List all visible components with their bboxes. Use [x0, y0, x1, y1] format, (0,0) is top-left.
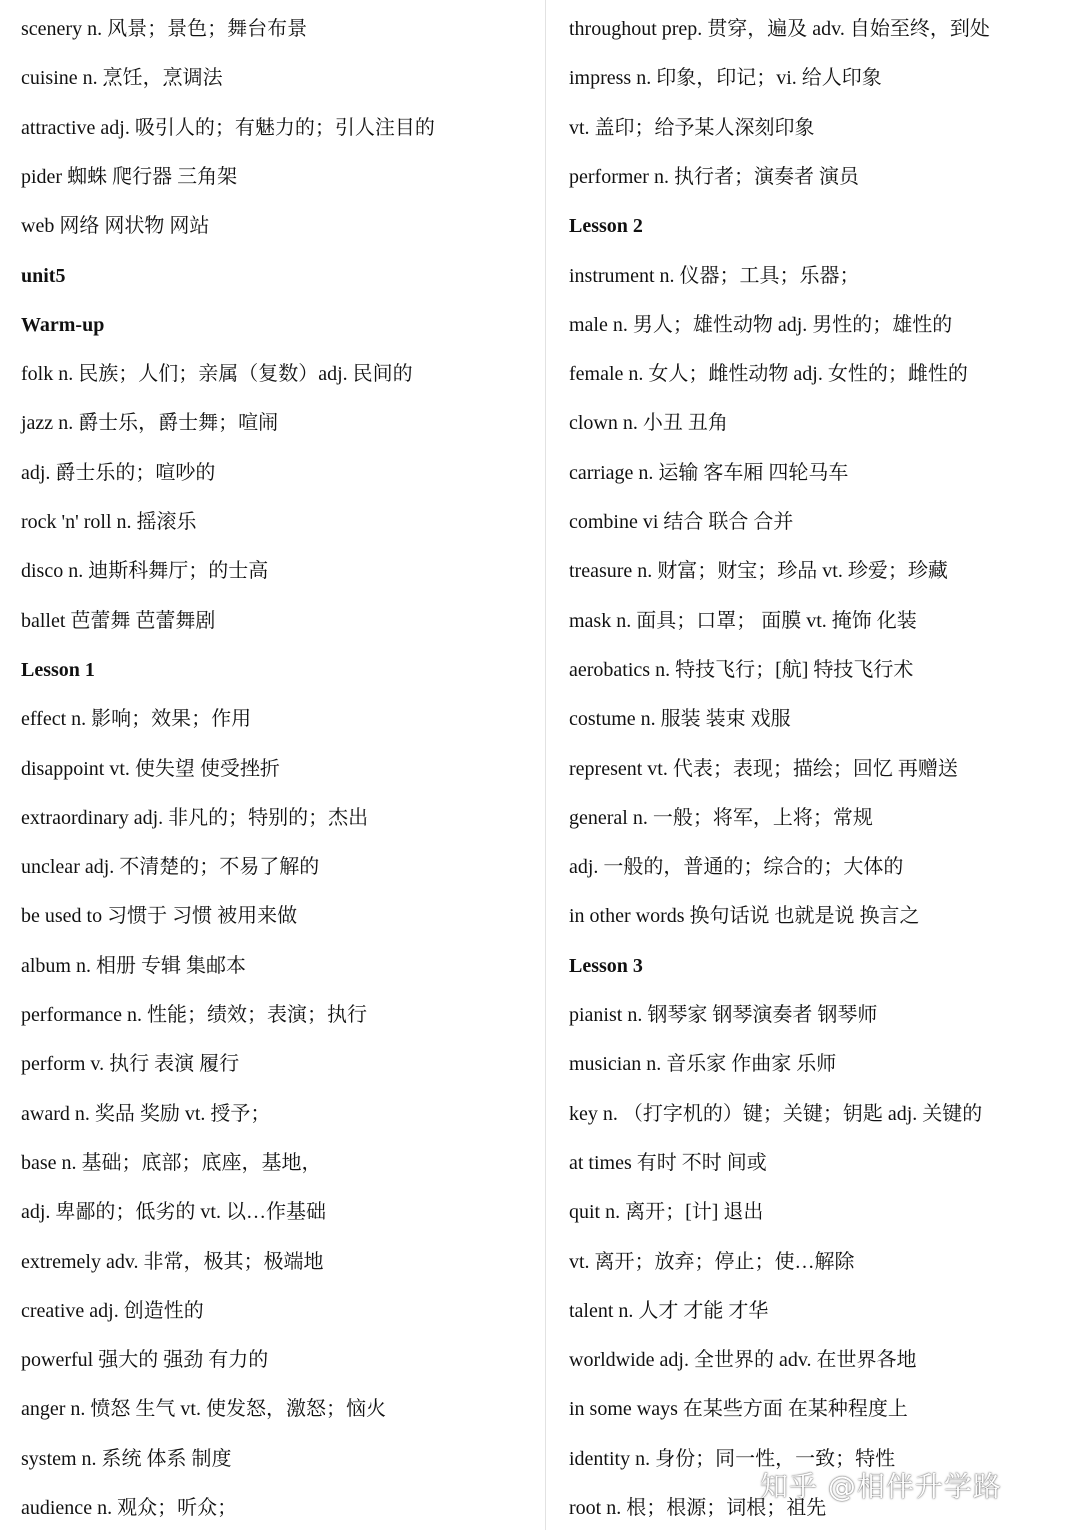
- vocabulary-entry: at times 有时 不时 间或: [569, 1152, 767, 1174]
- vocabulary-entry: clown n. 小丑 丑角: [569, 412, 728, 434]
- vocabulary-entry: pianist n. 钢琴家 钢琴演奏者 钢琴师: [569, 1004, 878, 1026]
- vocabulary-entry: base n. 基础；底部；底座，基地，: [21, 1152, 322, 1174]
- right-vocabulary-column: [569, 0, 1074, 1530]
- vocabulary-entry: be used to 习惯于 习惯 被用来做: [21, 905, 298, 927]
- left-vocabulary-column: [21, 0, 541, 1530]
- vocabulary-entry: in other words 换句话说 也就是说 换言之: [569, 905, 920, 927]
- vocabulary-entry: worldwide adj. 全世界的 adv. 在世界各地: [569, 1349, 917, 1371]
- vocabulary-entry: talent n. 人才 才能 才华: [569, 1300, 769, 1322]
- vocabulary-entry: album n. 相册 专辑 集邮本: [21, 955, 246, 977]
- vocabulary-entry: audience n. 观众；听众；: [21, 1497, 238, 1519]
- vocabulary-entry: attractive adj. 吸引人的；有魅力的；引人注目的: [21, 117, 435, 139]
- vocabulary-entry: throughout prep. 贯穿，遍及 adv. 自始至终，到处: [569, 18, 990, 40]
- section-heading: Lesson 2: [569, 215, 643, 237]
- vocabulary-entry: anger n. 愤怒 生气 vt. 使发怒，激怒；恼火: [21, 1398, 386, 1420]
- vocabulary-entry: web 网络 网状物 网站: [21, 215, 210, 237]
- vocabulary-entry: vt. 离开；放弃；停止；使…解除: [569, 1251, 855, 1273]
- vocabulary-entry: carriage n. 运输 客车厢 四轮马车: [569, 462, 849, 484]
- vocabulary-entry: creative adj. 创造性的: [21, 1300, 204, 1322]
- vocabulary-entry: powerful 强大的 强劲 有力的: [21, 1349, 269, 1371]
- vocabulary-entry: female n. 女人；雌性动物 adj. 女性的；雌性的: [569, 363, 968, 385]
- vocabulary-entry: musician n. 音乐家 作曲家 乐师: [569, 1053, 837, 1075]
- section-heading: Lesson 1: [21, 659, 95, 681]
- vocabulary-entry: performer n. 执行者；演奏者 演员: [569, 166, 859, 188]
- vocabulary-entry: male n. 男人；雄性动物 adj. 男性的；雄性的: [569, 314, 953, 336]
- vocabulary-entry: effect n. 影响；效果；作用: [21, 708, 252, 730]
- section-heading: Warm-up: [21, 314, 105, 336]
- vocabulary-entry: unclear adj. 不清楚的；不易了解的: [21, 856, 320, 878]
- column-divider: [545, 0, 546, 1530]
- vocabulary-entry: adj. 一般的，普通的；综合的；大体的: [569, 856, 904, 878]
- vocabulary-entry: combine vi 结合 联合 合并: [569, 511, 794, 533]
- vocabulary-entry: perform v. 执行 表演 履行: [21, 1053, 240, 1075]
- vocabulary-entry: vt. 盖印；给予某人深刻印象: [569, 117, 815, 139]
- vocabulary-entry: mask n. 面具；口罩； 面膜 vt. 掩饰 化装: [569, 610, 917, 632]
- vocabulary-entry: jazz n. 爵士乐，爵士舞；喧闹: [21, 412, 279, 434]
- vocabulary-entry: disco n. 迪斯科舞厅；的士高: [21, 560, 269, 582]
- vocabulary-entry: aerobatics n. 特技飞行；[航] 特技飞行术: [569, 659, 914, 681]
- vocabulary-entry: adj. 卑鄙的；低劣的 vt. 以…作基础: [21, 1201, 326, 1223]
- zhihu-watermark: 知乎 @相伴升学路: [760, 1470, 1002, 1503]
- vocabulary-entry: identity n. 身份；同一性，一致；特性: [569, 1448, 896, 1470]
- vocabulary-entry: folk n. 民族；人们；亲属（复数）adj. 民间的: [21, 363, 413, 385]
- vocabulary-entry: award n. 奖品 奖励 vt. 授予；: [21, 1103, 271, 1125]
- vocabulary-entry: general n. 一般；将军，上将；常规: [569, 807, 873, 829]
- section-heading: Lesson 3: [569, 955, 643, 977]
- vocabulary-entry: ballet 芭蕾舞 芭蕾舞剧: [21, 610, 216, 632]
- vocabulary-entry: system n. 系统 体系 制度: [21, 1448, 232, 1470]
- vocabulary-entry: represent vt. 代表；表现；描绘；回忆 再赠送: [569, 758, 958, 780]
- vocabulary-entry: in some ways 在某些方面 在某种程度上: [569, 1398, 908, 1420]
- vocabulary-entry: costume n. 服装 装束 戏服: [569, 708, 791, 730]
- vocabulary-entry: root n. 根；根源；词根；祖先: [569, 1497, 827, 1519]
- vocabulary-entry: key n. （打字机的）键；关键；钥匙 adj. 关键的: [569, 1103, 983, 1125]
- vocabulary-entry: disappoint vt. 使失望 使受挫折: [21, 758, 280, 780]
- section-heading: unit5: [21, 265, 66, 287]
- vocabulary-entry: performance n. 性能；绩效；表演；执行: [21, 1004, 368, 1026]
- vocabulary-entry: treasure n. 财富；财宝；珍品 vt. 珍爱；珍藏: [569, 560, 948, 582]
- vocabulary-entry: pider 蜘蛛 爬行器 三角架: [21, 166, 238, 188]
- vocabulary-entry: cuisine n. 烹饪，烹调法: [21, 67, 223, 89]
- vocabulary-entry: extraordinary adj. 非凡的；特别的；杰出: [21, 807, 369, 829]
- vocabulary-entry: adj. 爵士乐的；喧吵的: [21, 462, 216, 484]
- vocabulary-entry: extremely adv. 非常，极其；极端地: [21, 1251, 324, 1273]
- vocabulary-entry: rock 'n' roll n. 摇滚乐: [21, 511, 197, 533]
- vocabulary-entry: scenery n. 风景；景色；舞台布景: [21, 18, 308, 40]
- vocabulary-entry: instrument n. 仪器；工具；乐器；: [569, 265, 860, 287]
- vocabulary-entry: quit n. 离开；[计] 退出: [569, 1201, 764, 1223]
- vocabulary-entry: impress n. 印象，印记；vi. 给人印象: [569, 67, 882, 89]
